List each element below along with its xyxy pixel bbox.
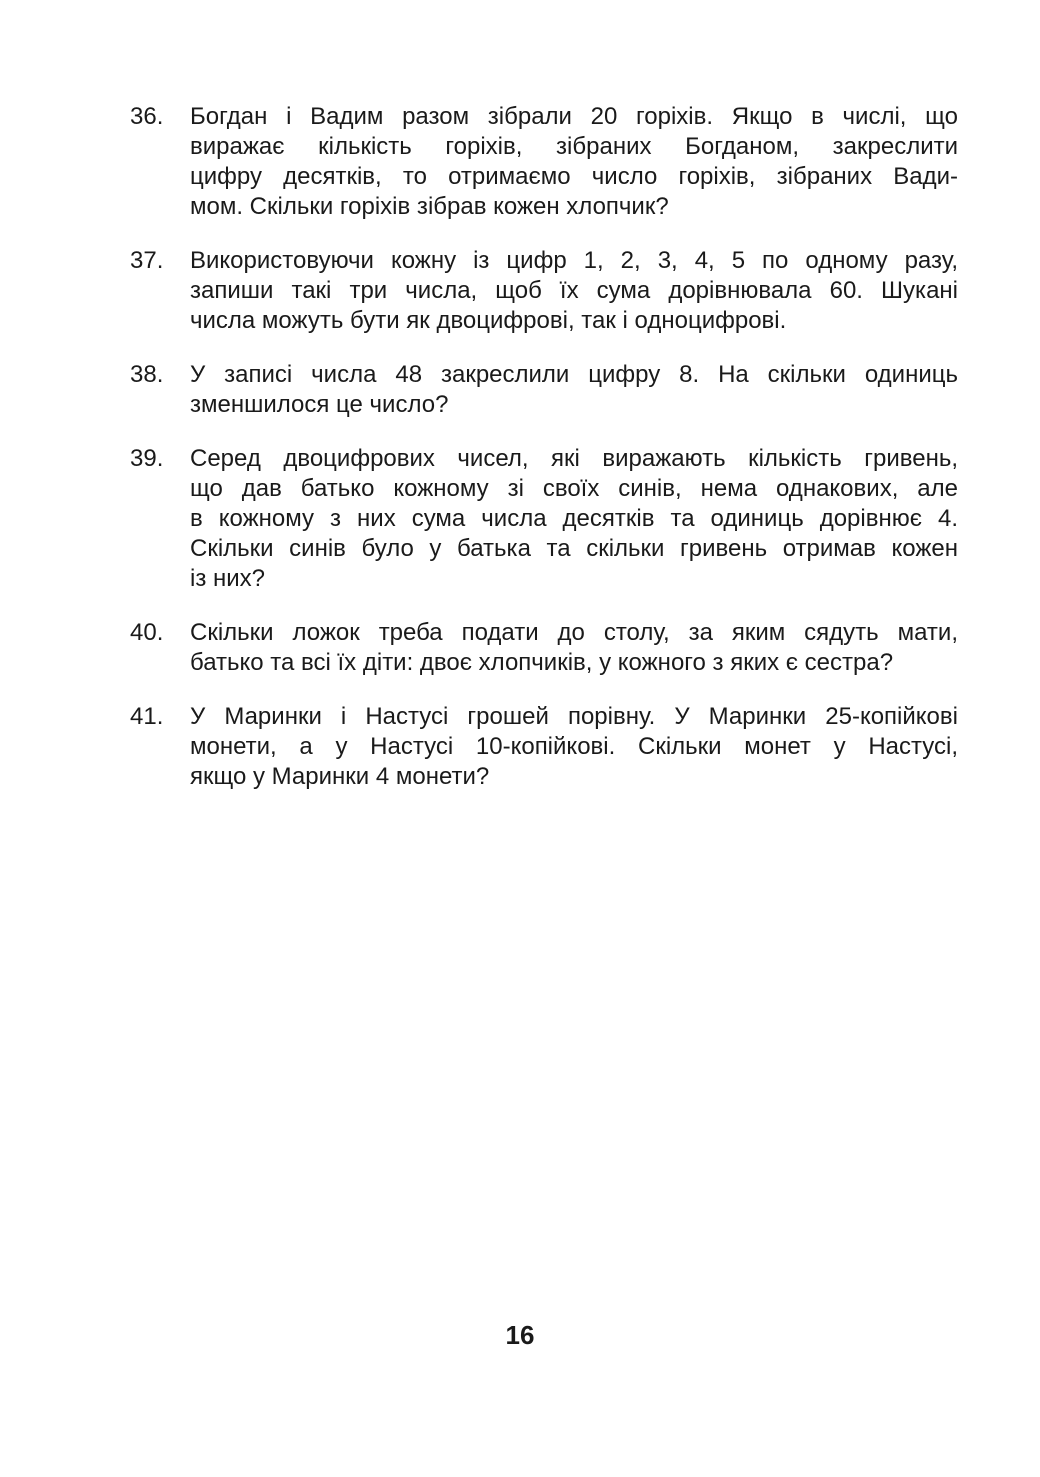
problem-line: Серед двоцифрових чисел, які виражають кількість гривень, xyxy=(190,445,958,472)
problem-text xyxy=(190,102,958,222)
problem-line: цифру десятків, то отримаємо число горіхів, зібраних Вади- xyxy=(190,163,958,190)
problem-text xyxy=(190,246,958,336)
problem-text xyxy=(190,444,958,594)
problem-line: мом. Скільки горіхів зібрав кожен хлопчик? xyxy=(190,193,669,220)
problem-line: зменшилося це число? xyxy=(190,391,449,418)
problem-number: 39. xyxy=(130,445,164,472)
problem-37 xyxy=(130,246,958,336)
problem-line: батько та всі їх діти: двоє хлопчиків, у кожного з яких є сестра? xyxy=(190,649,894,676)
problem-text xyxy=(190,702,958,792)
problem-line: виражає кількість горіхів, зібраних Богданом, закреслити xyxy=(190,133,958,160)
problem-line: числа можуть бути як двоцифрові, так і одноцифрові. xyxy=(190,307,787,334)
problem-line: Використовуючи кожну із цифр 1, 2, 3, 4, 5 по одному разу, xyxy=(190,247,958,274)
problem-line: Скільки синів було у батька та скільки гривень отримав кожен xyxy=(190,535,958,562)
problem-line: Богдан і Вадим разом зібрали 20 горіхів. Якщо в числі, що xyxy=(190,103,958,130)
page-number: 16 xyxy=(505,1320,535,1350)
problem-line: із них? xyxy=(190,565,266,592)
problem-number: 36. xyxy=(130,103,164,130)
problem-line: У записі числа 48 закреслили цифру 8. На скільки одиниць xyxy=(190,361,958,388)
problem-line: У Маринки і Настусі грошей порівну. У Маринки 25-копійкові xyxy=(190,703,958,730)
problem-line: якщо у Маринки 4 монети? xyxy=(190,763,490,790)
problem-line: монети, а у Настусі 10-копійкові. Скільки монет у Настусі, xyxy=(190,733,958,760)
problem-list xyxy=(130,102,958,816)
problem-41 xyxy=(130,702,958,792)
problem-38 xyxy=(130,360,958,420)
problem-number: 38. xyxy=(130,361,164,388)
problem-36 xyxy=(130,102,958,222)
problem-line: що дав батько кожному зі своїх синів, нема однакових, але xyxy=(190,475,958,502)
problem-number: 40. xyxy=(130,619,164,646)
problem-text xyxy=(190,360,958,420)
problem-40 xyxy=(130,618,958,678)
problem-number: 37. xyxy=(130,247,164,274)
problem-39 xyxy=(130,444,958,594)
problem-line: запиши такі три числа, щоб їх сума дорівнювала 60. Шукані xyxy=(190,277,958,304)
problem-line: Скільки ложок треба подати до столу, за яким сядуть мати, xyxy=(190,619,958,646)
problem-line: в кожному з них сума числа десятків та одиниць дорівнює 4. xyxy=(190,505,958,532)
problem-text xyxy=(190,618,958,678)
problem-number: 41. xyxy=(130,703,164,730)
